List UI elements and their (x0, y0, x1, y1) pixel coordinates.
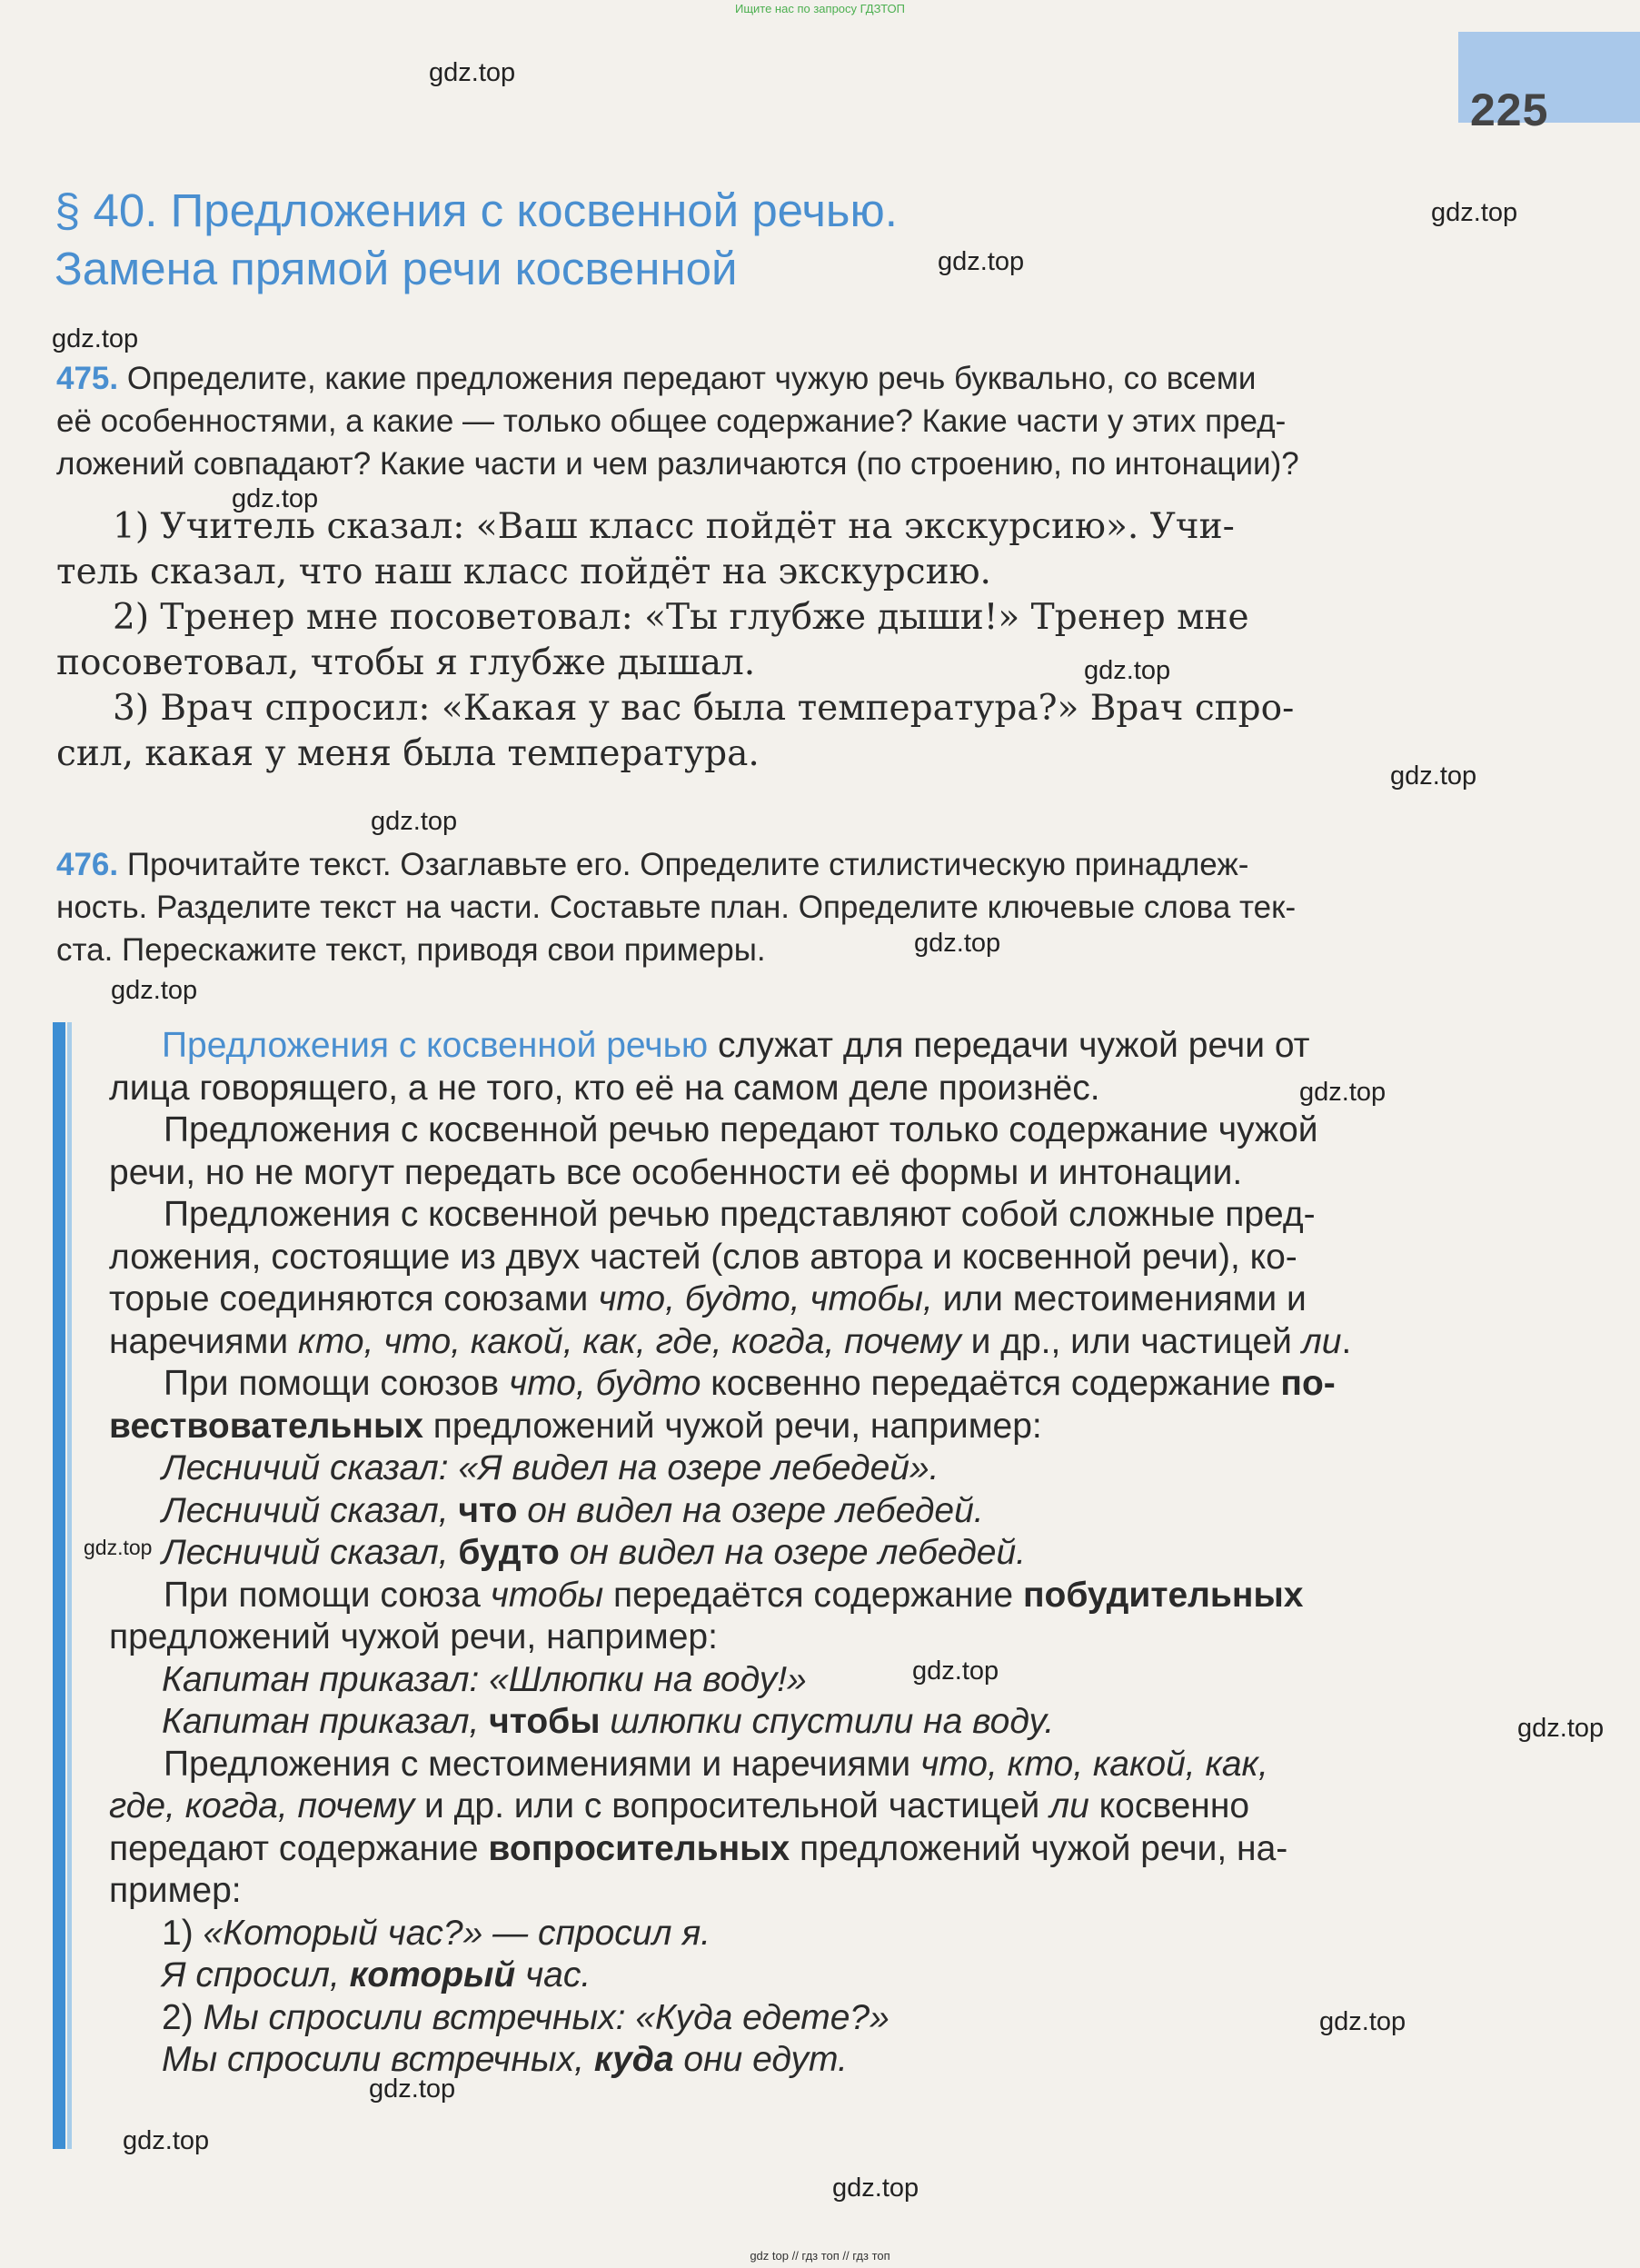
bottom-banner: gdz top // гдз топ // гдз топ (750, 2249, 890, 2263)
watermark: gdz.top (1390, 761, 1477, 791)
watermark: gdz.top (914, 929, 1001, 958)
top-banner: Ищите нас по запросу ГДЗТОП (734, 2, 905, 15)
watermark: gdz.top (123, 2126, 210, 2155)
example-line: Лесничий сказал, что он видел на озере лебедей. (162, 1490, 984, 1530)
exercise-475-task: 475. Определите, какие предложения передают чужую речь буквально, со всеми её особенностями, а какие — только общее содержание? Какие части у этих пред- ложений совпадают? Какие части и чем различаются (по строению, по интонации)? (56, 361, 1299, 482)
rule-accent-bar-light (67, 1022, 72, 2149)
watermark: gdz.top (369, 2074, 456, 2104)
watermark: gdz.top (1319, 2007, 1406, 2036)
watermark: gdz.top (912, 1656, 999, 1686)
example-line: Капитан приказал: «Шлюпки на воду!» (162, 1659, 807, 1699)
example-line: Лесничий сказал: «Я видел на озере лебедей». (162, 1448, 939, 1487)
watermark: gdz.top (232, 484, 319, 513)
exercise-475-sentences: 1) Учитель сказал: «Ваш класс пойдёт на экскурсию». Учи- тель сказал, что наш класс пойдёт на экскурсию. 2) Тренер мне посоветовал: «Ты глубже дыши!» Тренер мне посоветовал, чтобы я глубже дышал. 3) Врач спросил: «Какая у вас была температура?» Врач спро- сил, какая у меня была температура. (56, 506, 1295, 774)
watermark: gdz.top (429, 58, 516, 87)
rule-term: Предложения с косвенной речью (162, 1026, 709, 1065)
rule-accent-bar (53, 1022, 65, 2149)
watermark: gdz.top (52, 324, 139, 353)
exercise-number: 476. (56, 847, 119, 882)
watermark: gdz.top (1299, 1078, 1387, 1107)
example-line: 2) Мы спросили встречных: «Куда едете?» (162, 1997, 890, 2037)
watermark: gdz.top (1084, 656, 1171, 685)
example-line: 1) «Который час?» — спросил я. (162, 1913, 711, 1953)
watermark: gdz.top (111, 976, 198, 1005)
example-line: Капитан приказал, чтобы шлюпки спустили на воду. (162, 1702, 1055, 1741)
watermark: gdz.top (84, 1536, 153, 1559)
section-title-line1: § 40. Предложения с косвенной речью. (55, 184, 898, 236)
watermark: gdz.top (1431, 198, 1518, 227)
section-title (55, 182, 898, 298)
example-line: Мы спросили встречных, куда они едут. (162, 2040, 848, 2079)
exercise-476-task: 476. Прочитайте текст. Озаглавьте его. Определите стилистическую принадлеж- ность. Разделите текст на части. Составьте план. Определите ключевые слова тек- ста. Перескажите текст, приводя свои примеры. (56, 847, 1297, 968)
watermark: gdz.top (1517, 1714, 1605, 1743)
rule-block: Предложения с косвенной речью служат для передачи чужой речи от лица говорящего, а не того, кто её на самом деле произнёс. Предложения с косвенной речью передают только содержание чужой речи, но не могут передать все особенности её формы и интонации. Предложения с косвенной речью представляют собой сложные пред- ложения, состоящие из двух частей (слов автора и косвенной речи), ко- торые соединяются союзами что, будто, чтобы, или местоимениями и наречиями кто, что, какой, как, где, когда, почему и др., или частицей ли. При помощи союзов что, будто косвенно передаётся содержание по- вествовательных предложений чужой речи, например: Лесничий сказал: «Я видел на озере лебедей». Лесничий сказал, что он видел на озере лебедей. Лесничий сказал, будто он видел на озере лебедей. При помощи союза чтобы передаётся содержание побудительных предложений чужой речи, например: Капитан приказал: «Шлюпки на воду!» Капитан приказал, чтобы шлюпки спустили на воду. Предложения с местоимениями и наречиями что, кто, какой, как, где, когда, почему и др. или с вопросительной частицей ли косвенно передают содержание вопросительных предложений чужой речи, на- пример: 1) «Который час?» — спросил я. Я спросил, который час. 2) Мы спросили встречных: «Куда едете?» Мы спросили встречных, куда они едут. (109, 1025, 1499, 2082)
watermark: gdz.top (938, 247, 1025, 276)
example-line: Лесничий сказал, будто он видел на озере лебедей. (162, 1533, 1027, 1572)
watermark: gdz.top (832, 2174, 919, 2203)
example-line: Я спросил, который час. (162, 1955, 591, 1994)
section-title-line2: Замена прямой речи косвенной (55, 243, 738, 294)
watermark: gdz.top (371, 807, 458, 836)
exercise-number: 475. (56, 361, 119, 396)
page-number: 225 (1470, 85, 1549, 135)
